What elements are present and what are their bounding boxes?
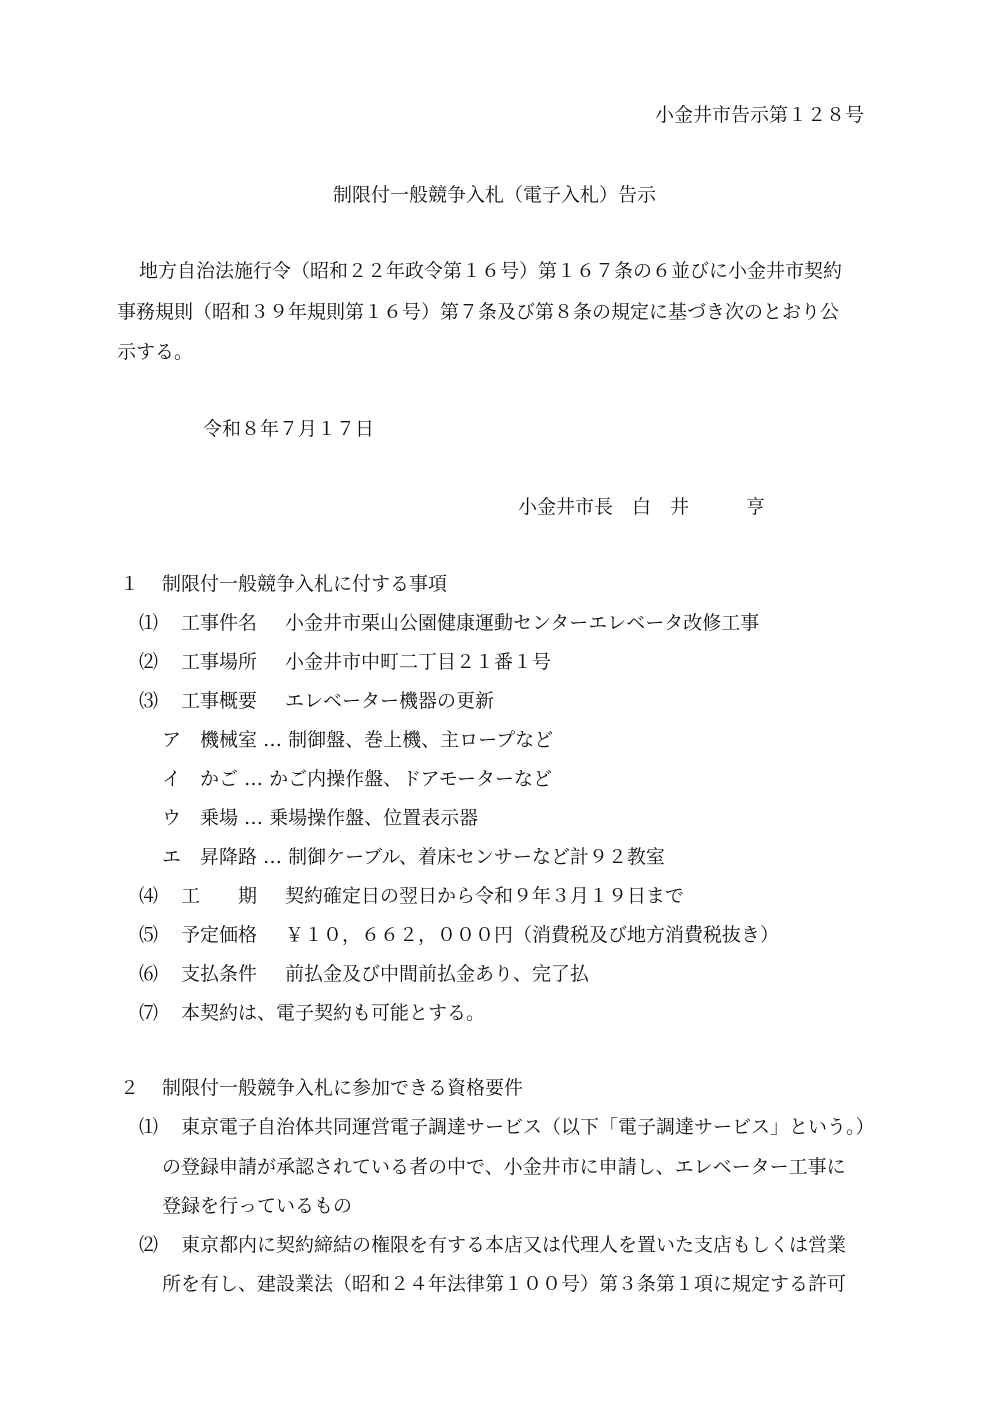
item-value: 契約確定日の翌日から令和９年３月１９日まで bbox=[285, 885, 685, 907]
overview-kana: エ bbox=[162, 846, 182, 868]
item-value: 前払金及び中間前払金あり、完了払 bbox=[285, 963, 590, 985]
section-heading bbox=[120, 1076, 720, 1100]
item-number: ⑹ bbox=[139, 963, 159, 985]
item-value: 小金井市栗山公園健康運動センターエレベータ改修工事 bbox=[285, 612, 760, 634]
list-item bbox=[139, 650, 899, 674]
overview-text: 昇降路 … 制御ケーブル、着床センサーなど計９２教室 bbox=[200, 846, 665, 868]
item-number: ⑷ bbox=[139, 885, 159, 907]
item-number: ⑺ bbox=[139, 1002, 159, 1024]
notice-number: 小金井市告示第１２８号 bbox=[655, 104, 865, 126]
overview-item bbox=[162, 728, 882, 752]
section-number: １ bbox=[120, 573, 140, 595]
item-label: 工事概要 bbox=[181, 690, 258, 712]
overview-item bbox=[162, 767, 882, 791]
item-label: 工事場所 bbox=[181, 651, 258, 673]
item-number: ⑵ bbox=[139, 1234, 159, 1256]
overview-kana: ウ bbox=[162, 807, 182, 829]
item-number: ⑵ bbox=[139, 651, 159, 673]
list-item bbox=[139, 884, 899, 908]
list-item bbox=[139, 962, 899, 986]
section-title: 制限付一般競争入札に参加できる資格要件 bbox=[162, 1077, 524, 1099]
overview-text: 機械室 … 制御盤、巻上機、主ロープなど bbox=[200, 729, 554, 751]
item-value: ￥１０，６６２，０００円（消費税及び地方消費税抜き） bbox=[285, 924, 780, 946]
item-number: ⑸ bbox=[139, 924, 159, 946]
notice-date: 令和８年７月１７日 bbox=[203, 418, 375, 440]
item-label: 工事件名 bbox=[181, 612, 258, 634]
item-text-continuation: 所を有し、建設業法（昭和２４年法律第１００号）第３条第１項に規定する許可 bbox=[162, 1273, 847, 1295]
item-number: ⑴ bbox=[139, 612, 159, 634]
list-item bbox=[139, 611, 899, 635]
overview-kana: ア bbox=[162, 729, 182, 751]
overview-kana: イ bbox=[162, 768, 182, 790]
list-item bbox=[139, 1001, 899, 1025]
overview-item bbox=[162, 845, 882, 869]
item-text-continuation: の登録申請が承認されている者の中で、小金井市に申請し、エレベーター工事に bbox=[162, 1156, 846, 1178]
preamble-line: 事務規則（昭和３９年規則第１６号）第７条及び第８条の規定に基づき次のとおり公 bbox=[117, 301, 840, 323]
item-label: 本契約は、電子契約も可能とする。 bbox=[181, 1002, 486, 1024]
preamble-line: 示する。 bbox=[117, 341, 194, 363]
section-title: 制限付一般競争入札に付する事項 bbox=[162, 573, 448, 595]
item-text: 東京都内に契約締結の権限を有する本店又は代理人を置いた支店もしくは営業 bbox=[181, 1234, 847, 1256]
mayor-signature: 小金井市長 白 井 亨 bbox=[518, 496, 766, 518]
item-value: 小金井市中町二丁目２１番１号 bbox=[285, 651, 552, 673]
item-number: ⑶ bbox=[139, 690, 159, 712]
document-title: 制限付一般競争入札（電子入札）告示 bbox=[333, 184, 657, 206]
overview-item bbox=[162, 806, 882, 830]
list-item bbox=[139, 1115, 919, 1139]
list-item bbox=[139, 1233, 919, 1257]
item-value: エレベーター機器の更新 bbox=[285, 690, 495, 712]
preamble-line: 地方自治法施行令（昭和２２年政令第１６号）第１６７条の６並びに小金井市契約 bbox=[139, 260, 843, 282]
item-label: 予定価格 bbox=[181, 924, 258, 946]
item-text-continuation: 登録を行っているもの bbox=[162, 1195, 353, 1217]
item-text: 東京電子自治体共同運営電子調達サービス（以下「電子調達サービス」という。） bbox=[181, 1116, 875, 1138]
list-item bbox=[139, 689, 899, 713]
item-label: 工 期 bbox=[181, 885, 258, 907]
item-label: 支払条件 bbox=[181, 963, 258, 985]
section-number: ２ bbox=[120, 1077, 140, 1099]
section-heading bbox=[120, 572, 720, 596]
list-item bbox=[139, 923, 899, 947]
overview-text: 乗場 … 乗場操作盤、位置表示器 bbox=[200, 807, 479, 829]
item-number: ⑴ bbox=[139, 1116, 159, 1138]
overview-text: かご … かご内操作盤、ドアモーターなど bbox=[200, 768, 552, 790]
